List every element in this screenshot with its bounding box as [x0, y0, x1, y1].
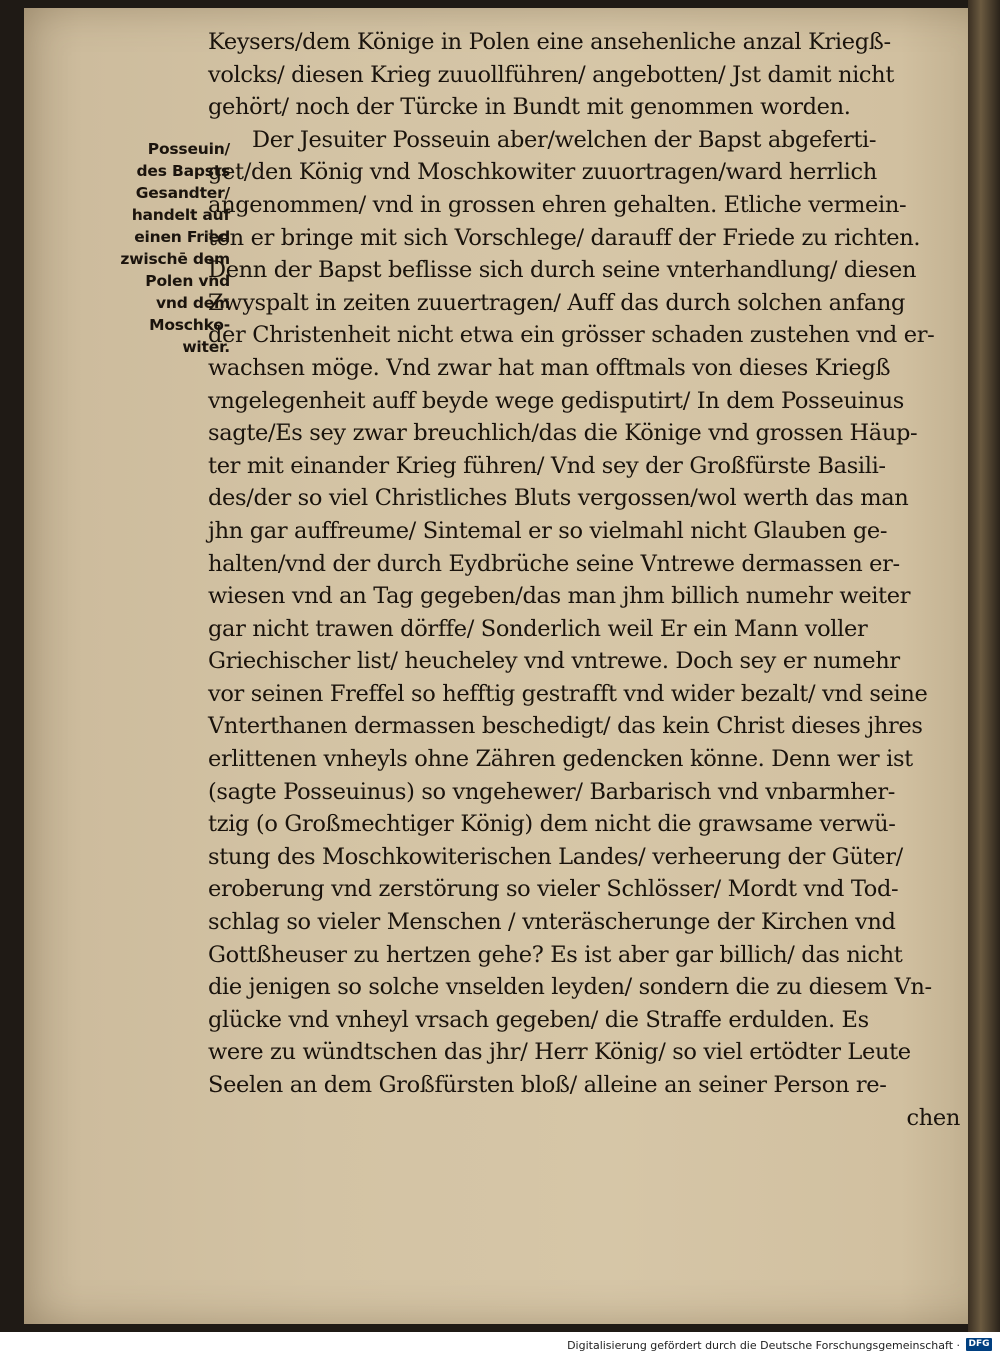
text-line: get/den König vnd Moschkowiter zuuortragen/ward herrlich: [208, 159, 877, 186]
text-line: halten/vnd der durch Eydbrüche seine Vntrewe dermassen er-: [208, 550, 900, 577]
margin-note-line: Gesandter/: [135, 184, 230, 202]
text-line: Denn der Bapst beflisse sich durch seine vnterhandlung/ diesen: [208, 257, 917, 284]
text-line: vor seinen Freffel so hefftig gestrafft vnd wider bezalt/ vnd seine: [208, 680, 928, 707]
text-line: schlag so vieler Menschen / vnteräscherunge der Kirchen vnd: [208, 909, 896, 936]
text-line: wiesen vnd an Tag gegeben/das man jhm billich numehr weiter: [208, 583, 911, 610]
text-line: die jenigen so solche vnselden leyden/ sondern die zu diesem Vn-: [208, 974, 932, 1001]
margin-note-line: witer.: [182, 338, 230, 356]
text-line: erlittenen vnheyls ohne Zähren gedencken könne. Denn wer ist: [208, 746, 913, 773]
margin-note-line: zwischē dem: [120, 250, 230, 268]
margin-note-line: des Bapsts: [136, 162, 230, 180]
dfg-logo-icon: DFG: [966, 1338, 992, 1351]
margin-note-line: Posseuin/: [147, 140, 230, 158]
text-line: eroberung vnd zerstörung so vieler Schlösser/ Mordt vnd Tod-: [208, 876, 899, 903]
text-line: vngelegenheit auff beyde wege gedisputirt/ In dem Posseuinus: [208, 387, 904, 414]
footer-bar: [0, 1332, 1000, 1357]
text-line: gehört/ noch der Türcke in Bundt mit genommen worden.: [208, 94, 851, 121]
text-line: were zu wündtschen das jhr/ Herr König/ so viel ertödter Leute: [208, 1039, 911, 1066]
text-line: gar nicht trawen dörffe/ Sonderlich weil Er ein Mann voller: [208, 615, 868, 642]
text-line: Keysers/dem Könige in Polen eine ansehenliche anzal Kriegß-: [208, 29, 891, 55]
text-line: ter mit einander Krieg führen/ Vnd sey der Großfürste Basili-: [208, 452, 886, 479]
text-line: volcks/ diesen Krieg zuuollführen/ angebotten/ Jst damit nicht: [208, 61, 895, 88]
text-line: Gottßheuser zu hertzen gehe? Es ist aber gar billich/ das nicht: [208, 941, 903, 968]
text-line: ten er bringe mit sich Vorschlege/ darauff der Friede zu richten.: [208, 224, 921, 251]
text-line: Griechischer list/ heucheley vnd vntrewe. Doch sey er numehr: [208, 648, 900, 675]
text-line: (sagte Posseuinus) so vngehewer/ Barbarisch vnd vnbarmher-: [208, 778, 896, 805]
body-text: [208, 26, 968, 1134]
text-line: der Christenheit nicht etwa ein grösser schaden zustehen vnd er-: [208, 322, 935, 349]
text-line: des/der so viel Christliches Bluts vergossen/wol werth das man: [208, 485, 909, 512]
text-line: jhn gar auffreume/ Sintemal er so vielmahl nicht Glauben ge-: [208, 517, 888, 544]
catchword: chen: [906, 1104, 960, 1131]
margin-note-line: handelt auf: [131, 206, 230, 224]
text-line: wachsen möge. Vnd zwar hat man offtmals von dieses Kriegß: [208, 354, 891, 381]
page-edge: [968, 0, 1000, 1332]
margin-note-line: vnd dem: [156, 294, 230, 312]
text-line: tzig (o Großmechtiger König) dem nicht die grawsame verwü-: [208, 811, 896, 838]
margin-note-line: Polen vnd: [145, 272, 230, 290]
text-line: Zwyspalt in zeiten zuuertragen/ Auff das durch solchen anfang: [208, 289, 906, 316]
funding-credit: Digitalisierung gefördert durch die Deutsche Forschungsgemeinschaft ·: [567, 1339, 960, 1352]
text-line: glücke vnd vnheyl vrsach gegeben/ die Straffe erdulden. Es: [208, 1006, 869, 1033]
text-line: angenommen/ vnd in grossen ehren gehalten. Etliche vermein-: [208, 191, 907, 218]
text-line: Seelen an dem Großfürsten bloß/ alleine an seiner Person re-: [208, 1072, 887, 1098]
text-line: sagte/Es sey zwar breuchlich/das die Könige vnd grossen Häup-: [208, 420, 918, 447]
paragraph-start-line: Der Jesuiter Posseuin aber/welchen der Bapst abgeferti-: [252, 126, 877, 153]
margin-note-line: Moschko-: [149, 316, 230, 334]
margin-note-line: einen Fried: [134, 228, 230, 246]
text-line: stung des Moschkowiterischen Landes/ verheerung der Güter/: [208, 843, 903, 870]
text-line: Vnterthanen dermassen beschedigt/ das kein Christ dieses jhres: [208, 713, 923, 740]
